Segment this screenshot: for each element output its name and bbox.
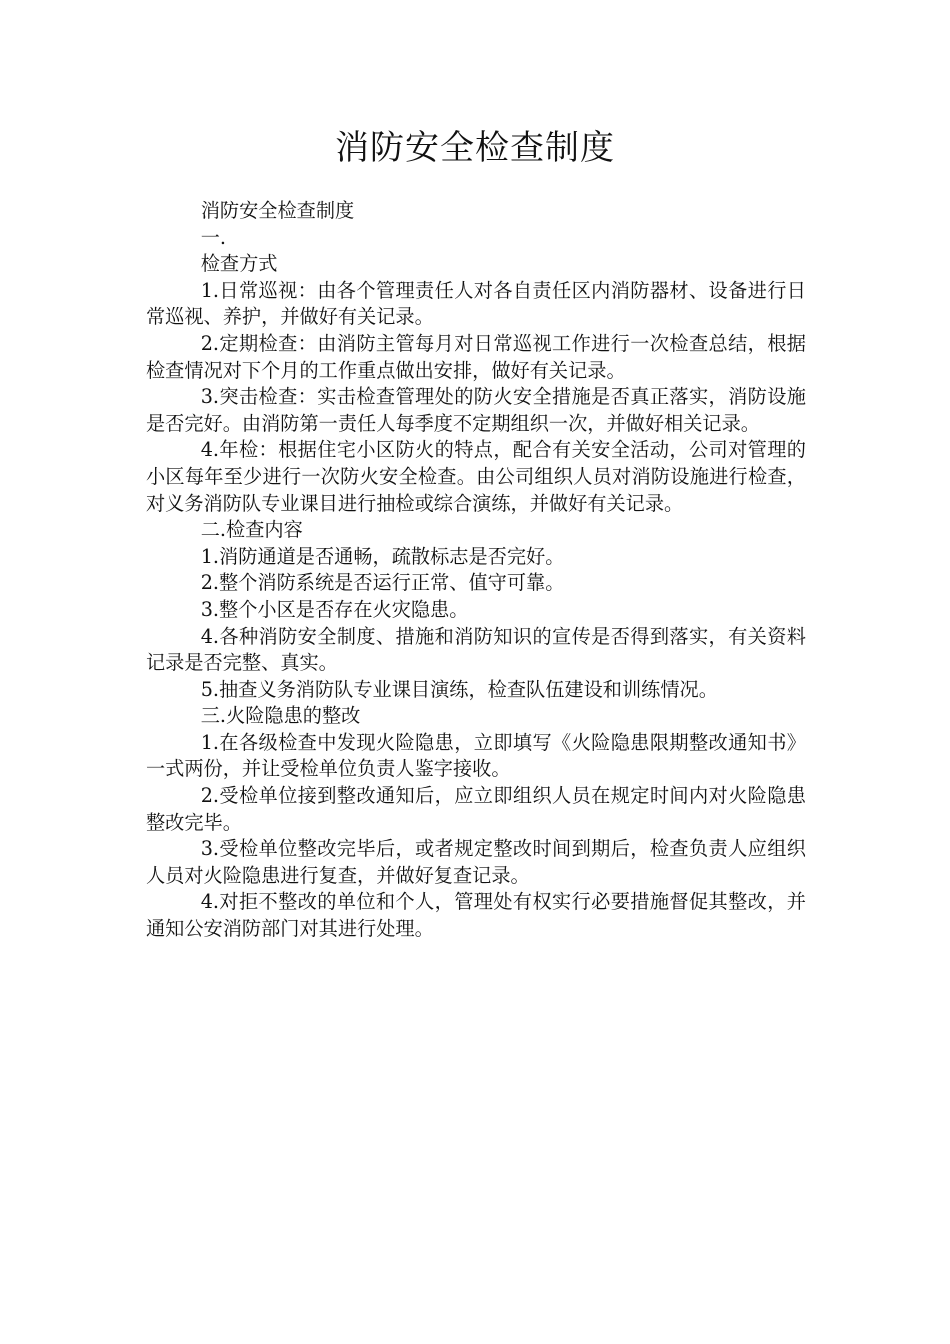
- paragraph-surprise-inspection: 3.突击检查：实击检查管理处的防火安全措施是否真正落实，消防设施是否完好。由消防第一责任人每季度不定期组织一次，并做好相关记录。: [146, 385, 806, 435]
- paragraph-content-3: 3.整个小区是否存在火灾隐患。: [200, 597, 469, 621]
- section-heading-inspection-content: 二.检查内容: [200, 518, 303, 542]
- paragraph-annual-inspection: 4.年检：根据住宅小区防火的特点，配合有关安全活动，公司对管理的小区每年至少进行一次防火安全检查。由公司组织人员对消防设施进行检查，对义务消防队专业课目进行抽检或综合演练，并做好有关记录。: [146, 438, 806, 515]
- document-title: 消防安全检查制度: [335, 128, 615, 168]
- paragraph-rectification-1: 1.在各级检查中发现火险隐患，立即填写《火险隐患限期整改通知书》一式两份，并让受检单位负责人鉴字接收。: [146, 730, 806, 781]
- paragraph-content-4: 4.各种消防安全制度、措施和消防知识的宣传是否得到落实，有关资料记录是否完整、真实。: [146, 624, 806, 675]
- paragraph-rectification-4: 4.对拒不整改的单位和个人，管理处有权实行必要措施督促其整改，并通知公安消防部门对其进行处理。: [146, 890, 806, 941]
- paragraph-rectification-3: 3.受检单位整改完毕后，或者规定整改时间到期后，检查负责人应组织人员对火险隐患进行复查，并做好复查记录。: [146, 837, 806, 887]
- document-body: [146, 198, 806, 943]
- paragraph-content-1: 1.消防通道是否通畅，疏散标志是否完好。: [200, 544, 565, 568]
- paragraph-content-5: 5.抽查义务消防队专业课目演练，检查队伍建设和训练情况。: [200, 677, 718, 701]
- section-number-1: 一.: [200, 225, 227, 249]
- section-heading-inspection-methods: 检查方式: [200, 252, 278, 276]
- section-heading-hazard-rectification: 三.火险隐患的整改: [200, 704, 361, 728]
- paragraph-subtitle: 消防安全检查制度: [200, 199, 355, 222]
- paragraph-rectification-2: 2.受检单位接到整改通知后，应立即组织人员在规定时间内对火险隐患整改完毕。: [146, 784, 806, 834]
- paragraph-content-2: 2.整个消防系统是否运行正常、值守可靠。: [200, 571, 565, 595]
- paragraph-periodic-inspection: 2.定期检查：由消防主管每月对日常巡视工作进行一次检查总结，根据检查情况对下个月的工作重点做出安排，做好有关记录。: [146, 331, 806, 382]
- paragraph-daily-patrol: 1.日常巡视：由各个管理责任人对各自责任区内消防器材、设备进行日常巡视、养护，并做好有关记录。: [146, 278, 806, 329]
